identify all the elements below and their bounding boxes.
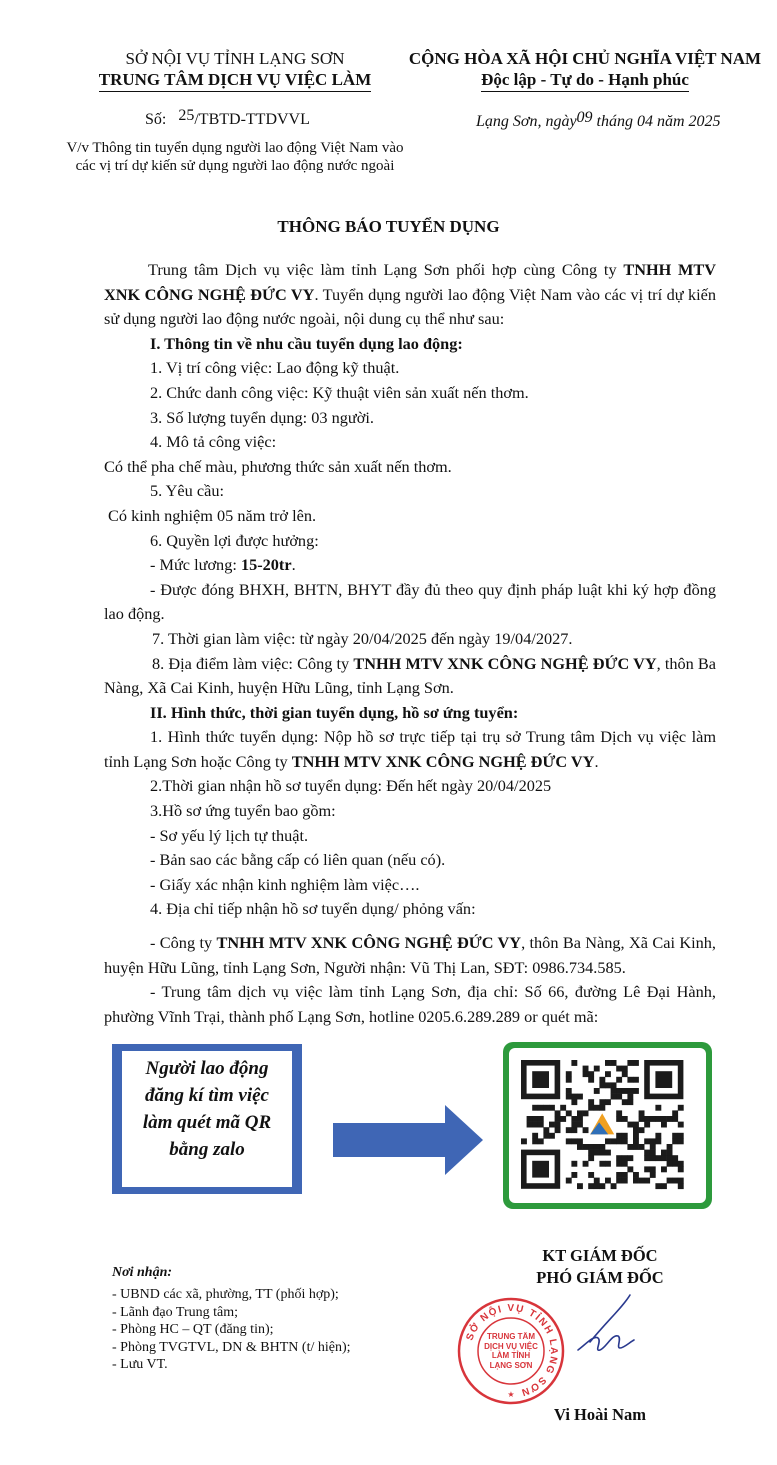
section2-item-4: 4. Địa chỉ tiếp nhận hồ sơ tuyển dụng/ phỏng vấn: <box>150 899 476 919</box>
recipients-title: Nơi nhận: <box>112 1265 173 1280</box>
date-day: 09 <box>576 109 593 126</box>
zalo-qr-code[interactable] <box>503 1042 712 1209</box>
qr-callout-text: Người lao động đăng kí tìm việc làm quét mã QR bằng zalo <box>122 1051 292 1187</box>
handwritten-signature-icon <box>560 1290 650 1370</box>
document-body <box>104 258 716 1029</box>
seal-center-text: TRUNG TÂM DỊCH VỤ VIỆC LÀM TỈNH LẠNG SƠN <box>484 1332 538 1370</box>
signer-role: KT GIÁM ĐỐC PHÓ GIÁM ĐỐC <box>536 1246 664 1287</box>
issuing-agency-block <box>60 48 410 92</box>
section1-item-1: 1. Vị trí công việc: Lao động kỹ thuật. <box>150 358 400 378</box>
section1-item-4: 4. Mô tả công việc: <box>150 432 277 452</box>
recipient-item: - Phòng TVGTVL, DN & BHTN (t/ hiện); <box>112 1339 351 1355</box>
signer-name: Vi Hoài Nam <box>554 1405 646 1424</box>
section2-item-3: 3.Hồ sơ ứng tuyển bao gồm: <box>150 801 336 821</box>
recipients-list <box>112 1286 351 1374</box>
recipient-item: - Lãnh đạo Trung tâm; <box>112 1304 238 1320</box>
nation-name: CỘNG HÒA XÃ HỘI CHỦ NGHĨA VIỆT NAM <box>408 49 762 68</box>
arrow-right-icon <box>333 1105 483 1175</box>
document-number-value: 25 <box>178 107 195 124</box>
agency-parent: SỞ NỘI VỤ TỈNH LẠNG SƠN <box>125 49 345 68</box>
national-title-block <box>400 48 770 92</box>
intro-paragraph: Trung tâm Dịch vụ việc làm tỉnh Lạng Sơn phối hợp cùng Công ty TNHH MTV XNK CÔNG NGHỆ ĐỨC VY. Tuyển dụng người lao động Việt Nam vào các vị trí dự kiến sử dụng người lao động nước ngoài, nội dung cụ thể như sau: <box>104 260 717 329</box>
section2-heading: II. Hình thức, thời gian tuyển dụng, hồ sơ ứng tuyển: <box>150 702 519 722</box>
svg-text:★: ★ <box>507 1390 515 1399</box>
salary-value: 15-20tr <box>240 555 292 575</box>
document-subject: V/v Thông tin tuyển dụng người lao động Việt Nam vào các vị trí dự kiến sử dụng người lao động nước ngoài <box>66 140 404 174</box>
section1-heading: I. Thông tin về nhu cầu tuyển dụng lao động: <box>150 333 463 353</box>
section1-item-8: 8. Địa điểm làm việc: Công ty TNHH MTV XNK CÔNG NGHỆ ĐỨC VY, thôn Ba Nàng, Xã Cai Kinh, huyện Hữu Lũng, tỉnh Lạng Sơn. <box>104 653 717 698</box>
section1-item-6: 6. Quyền lợi được hưởng: <box>150 530 319 550</box>
agency-name: TRUNG TÂM DỊCH VỤ VIỆC LÀM <box>60 69 410 92</box>
qr-callout-box <box>112 1044 302 1194</box>
section2-item-1: 1. Hình thức tuyển dụng: Nộp hồ sơ trực tiếp tại trụ sở Trung tâm Dịch vụ việc làm tỉnh Lạng Sơn hoặc Công ty TNHH MTV XNK CÔNG NGHỆ ĐỨC VY. <box>104 727 716 771</box>
insurance-line: - Được đóng BHXH, BHTN, BHYT đầy đủ theo quy định pháp luật khi ký hợp đồng lao động. <box>104 579 716 624</box>
contact-center: - Trung tâm dịch vụ việc làm tỉnh Lạng Sơn, địa chỉ: Số 66, đường Lê Đại Hành, phường Vĩnh Trại, thành phố Lạng Sơn, hotline 0205.6.289.289 or quét mã: <box>104 982 716 1026</box>
section1-item-2: 2. Chức danh công việc: Kỹ thuật viên sản xuất nến thơm. <box>150 382 529 402</box>
document-item-2: - Bản sao các bằng cấp có liên quan (nếu có). <box>150 850 446 870</box>
section1-item-4-detail: Có thể pha chế màu, phương thức sản xuất nến thơm. <box>104 456 452 476</box>
qr-code-area <box>509 1048 706 1203</box>
document-item-3: - Giấy xác nhận kinh nghiệm làm việc…. <box>150 874 420 894</box>
section1-item-5-detail: Có kinh nghiệm 05 năm trở lên. <box>108 505 317 525</box>
page-title: THÔNG BÁO TUYỂN DỤNG <box>277 217 500 236</box>
document-date: Lạng Sơn, ngày09 tháng 04 năm 2025 <box>476 109 721 130</box>
section2-item-2: 2.Thời gian nhận hồ sơ tuyển dụng: Đến hết ngày 20/04/2025 <box>150 776 552 796</box>
salary-line: - Mức lương: 15-20tr. <box>150 555 296 575</box>
document-number: Số: 25/TBTD-TTDVVL <box>145 107 310 128</box>
qr-code-icon <box>509 1048 706 1203</box>
contact-company: - Công ty TNHH MTV XNK CÔNG NGHỆ ĐỨC VY, thôn Ba Nàng, Xã Cai Kinh, huyện Hữu Lũng, tỉnh Lạng Sơn, Người nhận: Vũ Thị Lan, SĐT: 0986.734.585. <box>104 933 716 977</box>
section1-item-3: 3. Số lượng tuyển dụng: 03 người. <box>150 407 374 427</box>
seal-ring-text: SỞ NỘI VỤ TỈNH LẠNG SƠN <box>464 1302 560 1398</box>
recipient-item: - UBND các xã, phường, TT (phối hợp); <box>112 1287 339 1302</box>
recipient-item: - Lưu VT. <box>112 1357 168 1372</box>
section1-item-5: 5. Yêu cầu: <box>150 481 224 501</box>
document-item-1: - Sơ yếu lý lịch tự thuật. <box>150 825 309 845</box>
section1-item-7: 7. Thời gian làm việc: từ ngày 20/04/2025 đến ngày 19/04/2027. <box>152 628 573 648</box>
motto: Độc lập - Tự do - Hạnh phúc <box>400 69 770 92</box>
official-seal-icon <box>456 1296 566 1406</box>
recipient-item: - Phòng HC – QT (đăng tin); <box>112 1322 274 1337</box>
